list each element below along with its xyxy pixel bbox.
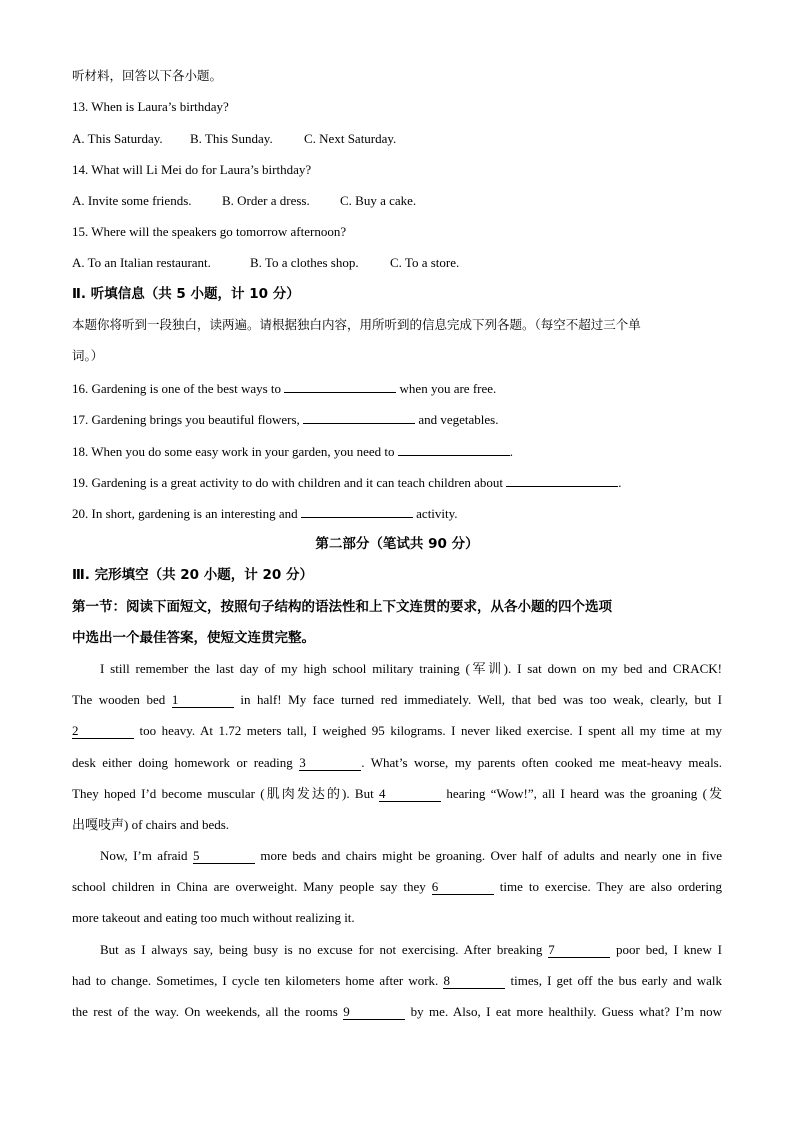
item-16 xyxy=(72,378,722,399)
passage-text: school children in China are overweight. Many people say they xyxy=(72,879,432,894)
item-19 xyxy=(72,472,722,493)
question-15-options xyxy=(72,253,722,273)
item-text: . xyxy=(509,444,514,459)
cloze-blank-7[interactable]: 7 xyxy=(548,943,610,958)
cloze-blank-9[interactable]: 9 xyxy=(343,1005,405,1020)
option-c: C. To a store. xyxy=(390,255,460,270)
passage-line xyxy=(72,721,722,741)
passage-line: 出嘎吱声) of chairs and beds. xyxy=(72,817,230,832)
option-b: B. Order a dress. xyxy=(222,193,310,208)
cloze-blank-8[interactable]: 8 xyxy=(443,974,505,989)
section-2-instruction-cont: 词。） xyxy=(72,348,104,363)
item-text: activity. xyxy=(412,506,458,521)
option-b: B. To a clothes shop. xyxy=(250,255,359,270)
option-a: A. To an Italian restaurant. xyxy=(72,255,211,270)
passage-text: But as I always say, being busy is no excuse for not exercising. After breaking xyxy=(100,942,549,957)
passage-text: desk either doing homework or reading xyxy=(72,755,300,770)
cloze-blank-3[interactable]: 3 xyxy=(299,756,361,771)
cloze-blank-6[interactable]: 6 xyxy=(432,880,494,895)
item-20 xyxy=(72,503,722,524)
answer-blank[interactable] xyxy=(506,472,618,487)
passage-line: more takeout and eating too much without realizing it. xyxy=(72,910,355,925)
item-text: and vegetables. xyxy=(415,412,499,427)
intro-tail: 听材料，回答以下各小题。 xyxy=(72,68,223,83)
section-2-heading: Ⅱ. 听填信息（共 5 小题，计 10 分） xyxy=(72,286,300,302)
answer-blank[interactable] xyxy=(301,503,413,518)
item-text: when you are free. xyxy=(396,381,497,396)
question-13: 13. When is Laura’s birthday? xyxy=(72,99,229,114)
passage-line xyxy=(100,846,722,866)
passage-line xyxy=(72,877,722,897)
passage-text: poor bed, I knew I xyxy=(610,942,722,957)
passage-text: the rest of the way. On weekends, all the rooms xyxy=(72,1004,344,1019)
passage-text: in half! My face turned red immediately. Well, that bed was too weak, clearly, but I xyxy=(233,692,722,707)
passage-text: The wooden bed xyxy=(72,692,172,707)
cloze-blank-4[interactable]: 4 xyxy=(379,787,441,802)
question-14-options xyxy=(72,191,722,211)
passage-line xyxy=(72,784,722,804)
section-3-instruction: 第一节：阅读下面短文，按照句子结构的语法性和上下文连贯的要求，从各小题的四个选项 xyxy=(72,599,612,615)
passage-text: . What’s worse, my parents often cooked me meat-heavy meals. xyxy=(361,755,722,770)
answer-blank[interactable] xyxy=(284,378,396,393)
item-text: 19. Gardening is a great activity to do with children and it can teach children about xyxy=(72,475,507,490)
passage-line xyxy=(72,971,722,991)
cloze-blank-5[interactable]: 5 xyxy=(193,849,255,864)
cloze-blank-2[interactable]: 2 xyxy=(72,724,134,739)
item-text: 20. In short, gardening is an interesting and xyxy=(72,506,301,521)
question-13-options xyxy=(72,129,722,149)
item-text: 18. When you do some easy work in your garden, you need to xyxy=(72,444,398,459)
passage-text: by me. Also, I eat more healthily. Guess what? I’m now xyxy=(405,1004,722,1019)
passage-line: I still remember the last day of my high school military training (军训). I sat down on my bed and CRACK! xyxy=(100,661,722,676)
passage-text: had to change. Sometimes, I cycle ten kilometers home after work. xyxy=(72,973,444,988)
passage-text: Now, I’m afraid xyxy=(100,848,193,863)
passage-text: more beds and chairs might be groaning. Over half of adults and nearly one in five xyxy=(254,848,723,863)
item-text: 17. Gardening brings you beautiful flowers, xyxy=(72,412,304,427)
section-2-instruction: 本题你将听到一段独白，读两遍。请根据独白内容，用所听到的信息完成下列各题。（每空不超过三个单 xyxy=(72,317,641,332)
answer-blank[interactable] xyxy=(398,441,510,456)
item-17 xyxy=(72,409,722,430)
option-c: C. Buy a cake. xyxy=(340,193,417,208)
option-b: B. This Sunday. xyxy=(190,131,273,146)
part-2-title: 第二部分（笔试共 90 分） xyxy=(315,536,479,552)
section-3-instruction-cont: 中选出一个最佳答案，使短文连贯完整。 xyxy=(72,630,315,646)
passage-text: hearing “Wow!”, all I heard was the groaning (发 xyxy=(441,786,722,801)
item-text: . xyxy=(618,475,622,490)
section-3-heading: Ⅲ. 完形填空（共 20 小题，计 20 分） xyxy=(72,567,313,583)
question-14: 14. What will Li Mei do for Laura’s birthday? xyxy=(72,162,312,177)
answer-blank[interactable] xyxy=(303,409,415,424)
passage-line xyxy=(72,690,722,710)
item-text: 16. Gardening is one of the best ways to xyxy=(72,381,285,396)
passage-text: times, I get off the bus early and walk xyxy=(505,973,723,988)
option-c: C. Next Saturday. xyxy=(304,131,397,146)
passage-text: They hoped I’d become muscular (肌肉发达的). But xyxy=(72,786,380,801)
passage-line xyxy=(100,940,722,960)
option-a: A. This Saturday. xyxy=(72,131,163,146)
passage-text: time to exercise. They are also ordering xyxy=(493,879,723,894)
question-15: 15. Where will the speakers go tomorrow afternoon? xyxy=(72,224,347,239)
option-a: A. Invite some friends. xyxy=(72,193,192,208)
passage-text: too heavy. At 1.72 meters tall, I weighed 95 kilograms. I never liked exercise. I spent all my time at my xyxy=(134,723,722,738)
passage-line xyxy=(72,753,722,773)
passage-line xyxy=(72,1002,722,1022)
item-18 xyxy=(72,441,722,462)
cloze-blank-1[interactable]: 1 xyxy=(172,693,234,708)
